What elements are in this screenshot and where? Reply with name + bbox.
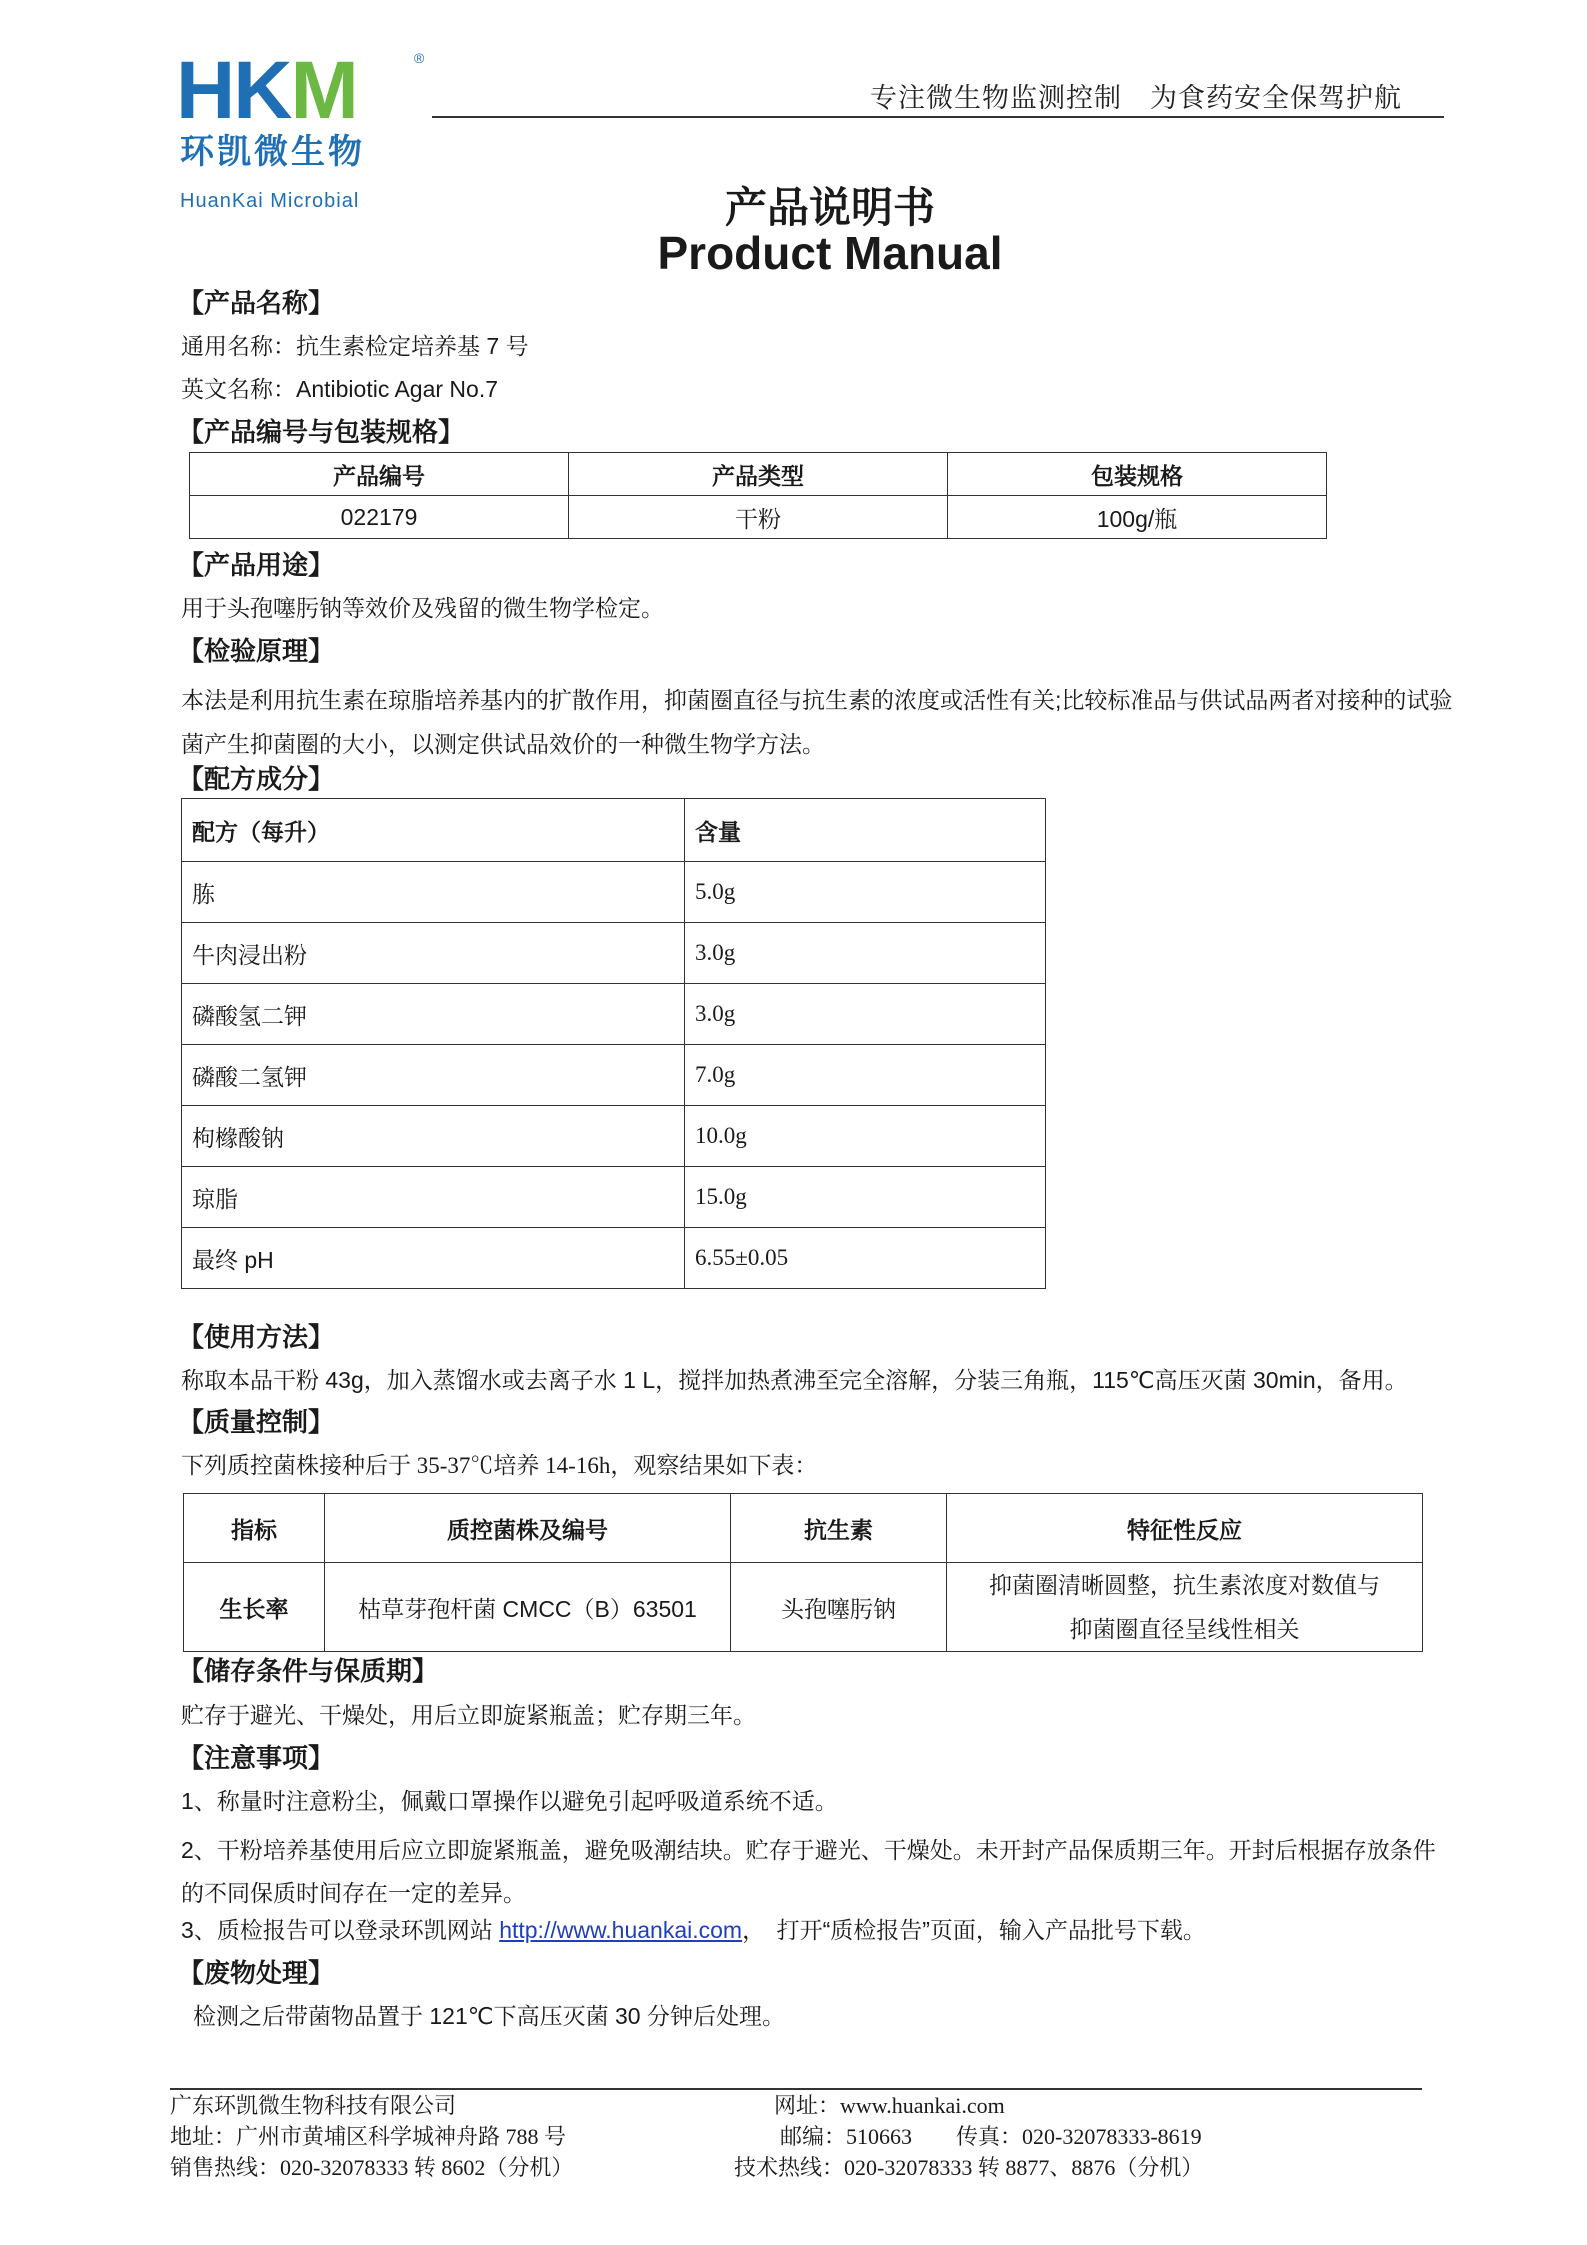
table-header: 抗生素	[731, 1494, 947, 1563]
section-heading-storage: 【储存条件与保质期】	[178, 1656, 439, 1686]
header-slogan: 专注微生物监测控制 为食药安全保驾护航	[870, 83, 1402, 113]
footer-website: 网址：www.huankai.com	[774, 2093, 1005, 2118]
table-header: 特征性反应	[947, 1494, 1423, 1563]
note-text: 3、质检报告可以登录环凯网站	[181, 1917, 500, 1943]
table-row	[182, 1106, 1046, 1167]
table-cell: 枯草芽孢杆菌 CMCC（B）63501	[325, 1563, 731, 1652]
table-cell: 磷酸氢二钾	[182, 984, 685, 1045]
table-cell: 生长率	[184, 1563, 325, 1652]
section-heading-principle: 【检验原理】	[178, 636, 335, 666]
table-header: 产品类型	[569, 453, 948, 496]
logo-english-name: HuanKai Microbial	[180, 190, 360, 212]
table-cell	[947, 1563, 1423, 1652]
note-item: 1、称量时注意粉尘，佩戴口罩操作以避免引起呼吸道系统不适。	[181, 1788, 838, 1814]
section-heading-usage: 【产品用途】	[178, 550, 335, 580]
table-cell: 3.0g	[684, 923, 1045, 984]
note-item	[181, 1915, 1206, 1945]
table-cell: 10.0g	[684, 1106, 1045, 1167]
note-item: 2、干粉培养基使用后应立即旋紧瓶盖，避免吸潮结块。贮存于避光、干燥处。未开封产品保质期三年。开封后根据存放条件的不同保质时间存在一定的差异。	[181, 1837, 1436, 1906]
section-heading-notes: 【注意事项】	[178, 1743, 335, 1773]
table-cell: 5.0g	[684, 862, 1045, 923]
qc-table	[183, 1493, 1423, 1652]
section-heading-product-name: 【产品名称】	[178, 288, 335, 318]
footer-sales-hotline: 销售热线：020-32078333 转 8602（分机）	[170, 2155, 574, 2180]
table-row	[190, 496, 1327, 539]
table-header: 质控菌株及编号	[325, 1494, 731, 1563]
table-cell: 胨	[182, 862, 685, 923]
table-header: 包装规格	[948, 453, 1327, 496]
table-row	[182, 862, 1046, 923]
table-row	[182, 1045, 1046, 1106]
table-cell: 干粉	[569, 496, 948, 539]
section-heading-disposal: 【废物处理】	[178, 1958, 335, 1988]
table-header: 含量	[684, 799, 1045, 862]
table-header: 产品编号	[190, 453, 569, 496]
section-heading-qc: 【质量控制】	[178, 1407, 335, 1437]
table-cell: 022179	[190, 496, 569, 539]
table-cell: 磷酸二氢钾	[182, 1045, 685, 1106]
table-cell: 3.0g	[684, 984, 1045, 1045]
page-title-cn: 产品说明书	[724, 184, 935, 231]
company-logo	[176, 45, 446, 212]
table-row	[182, 984, 1046, 1045]
formula-table	[181, 798, 1046, 1289]
section-heading-method: 【使用方法】	[178, 1322, 335, 1352]
note-text: ， 打开“质检报告”页面，输入产品批号下载。	[742, 1917, 1206, 1943]
registered-mark: ®	[414, 50, 425, 66]
principle-text: 本法是利用抗生素在琼脂培养基内的扩散作用，抑菌圈直径与抗生素的浓度或活性有关;比较标准品与供试品两者对接种的试验菌产生抑菌圈的大小，以测定供试品效价的一种微生物学方法。	[181, 687, 1453, 757]
qc-intro: 下列质控菌株接种后于 35-37℃培养 14-16h，观察结果如下表：	[181, 1453, 818, 1478]
table-header: 配方（每升）	[182, 799, 685, 862]
logo-chinese-name: 环凯微生物	[180, 133, 365, 171]
footer-divider	[170, 2088, 1422, 2090]
table-cell: 100g/瓶	[948, 496, 1327, 539]
footer-address: 地址：广州市黄埔区科学城神舟路 788 号	[170, 2124, 567, 2149]
table-cell: 最终 pH	[182, 1228, 685, 1289]
usage-text: 用于头孢噻肟钠等效价及残留的微生物学检定。	[181, 595, 664, 621]
reaction-line: 抑菌圈清晰圆整，抗生素浓度对数值与	[989, 1572, 1380, 1598]
footer-tech-hotline: 技术热线：020-32078333 转 8877、8876（分机）	[734, 2155, 1204, 2180]
section-heading-product-code: 【产品编号与包装规格】	[178, 417, 465, 447]
table-row	[182, 1167, 1046, 1228]
english-name: 英文名称：Antibiotic Agar No.7	[181, 376, 499, 402]
table-cell: 牛肉浸出粉	[182, 923, 685, 984]
table-cell: 琼脂	[182, 1167, 685, 1228]
table-cell: 6.55±0.05	[684, 1228, 1045, 1289]
header-divider	[432, 116, 1444, 118]
table-cell: 7.0g	[684, 1045, 1045, 1106]
storage-text: 贮存于避光、干燥处，用后立即旋紧瓶盖；贮存期三年。	[181, 1702, 756, 1728]
table-row	[182, 1228, 1046, 1289]
table-row	[184, 1563, 1423, 1652]
common-name: 通用名称：抗生素检定培养基 7 号	[181, 333, 529, 359]
reaction-line: 抑菌圈直径呈线性相关	[1069, 1616, 1300, 1642]
disposal-text: 检测之后带菌物品置于 121℃下高压灭菌 30 分钟后处理。	[193, 2003, 785, 2029]
table-header: 指标	[184, 1494, 325, 1563]
table-row	[182, 923, 1046, 984]
website-link[interactable]: http://www.huankai.com	[499, 1917, 743, 1943]
product-code-table	[189, 452, 1327, 539]
footer-company: 广东环凯微生物科技有限公司	[170, 2093, 457, 2118]
page-title-en: Product Manual	[657, 227, 1003, 279]
section-heading-formula: 【配方成分】	[178, 764, 335, 794]
method-text: 称取本品干粉 43g，加入蒸馏水或去离子水 1 L，搅拌加热煮沸至完全溶解，分装三角瓶，115℃高压灭菌 30min，备用。	[181, 1367, 1408, 1393]
logo-mark: HKM	[176, 45, 357, 136]
table-cell: 枸橼酸钠	[182, 1106, 685, 1167]
table-cell: 头孢噻肟钠	[731, 1563, 947, 1652]
table-cell: 15.0g	[684, 1167, 1045, 1228]
footer-postcode-fax: 邮编：510663 传真：020-32078333-8619	[780, 2124, 1202, 2149]
